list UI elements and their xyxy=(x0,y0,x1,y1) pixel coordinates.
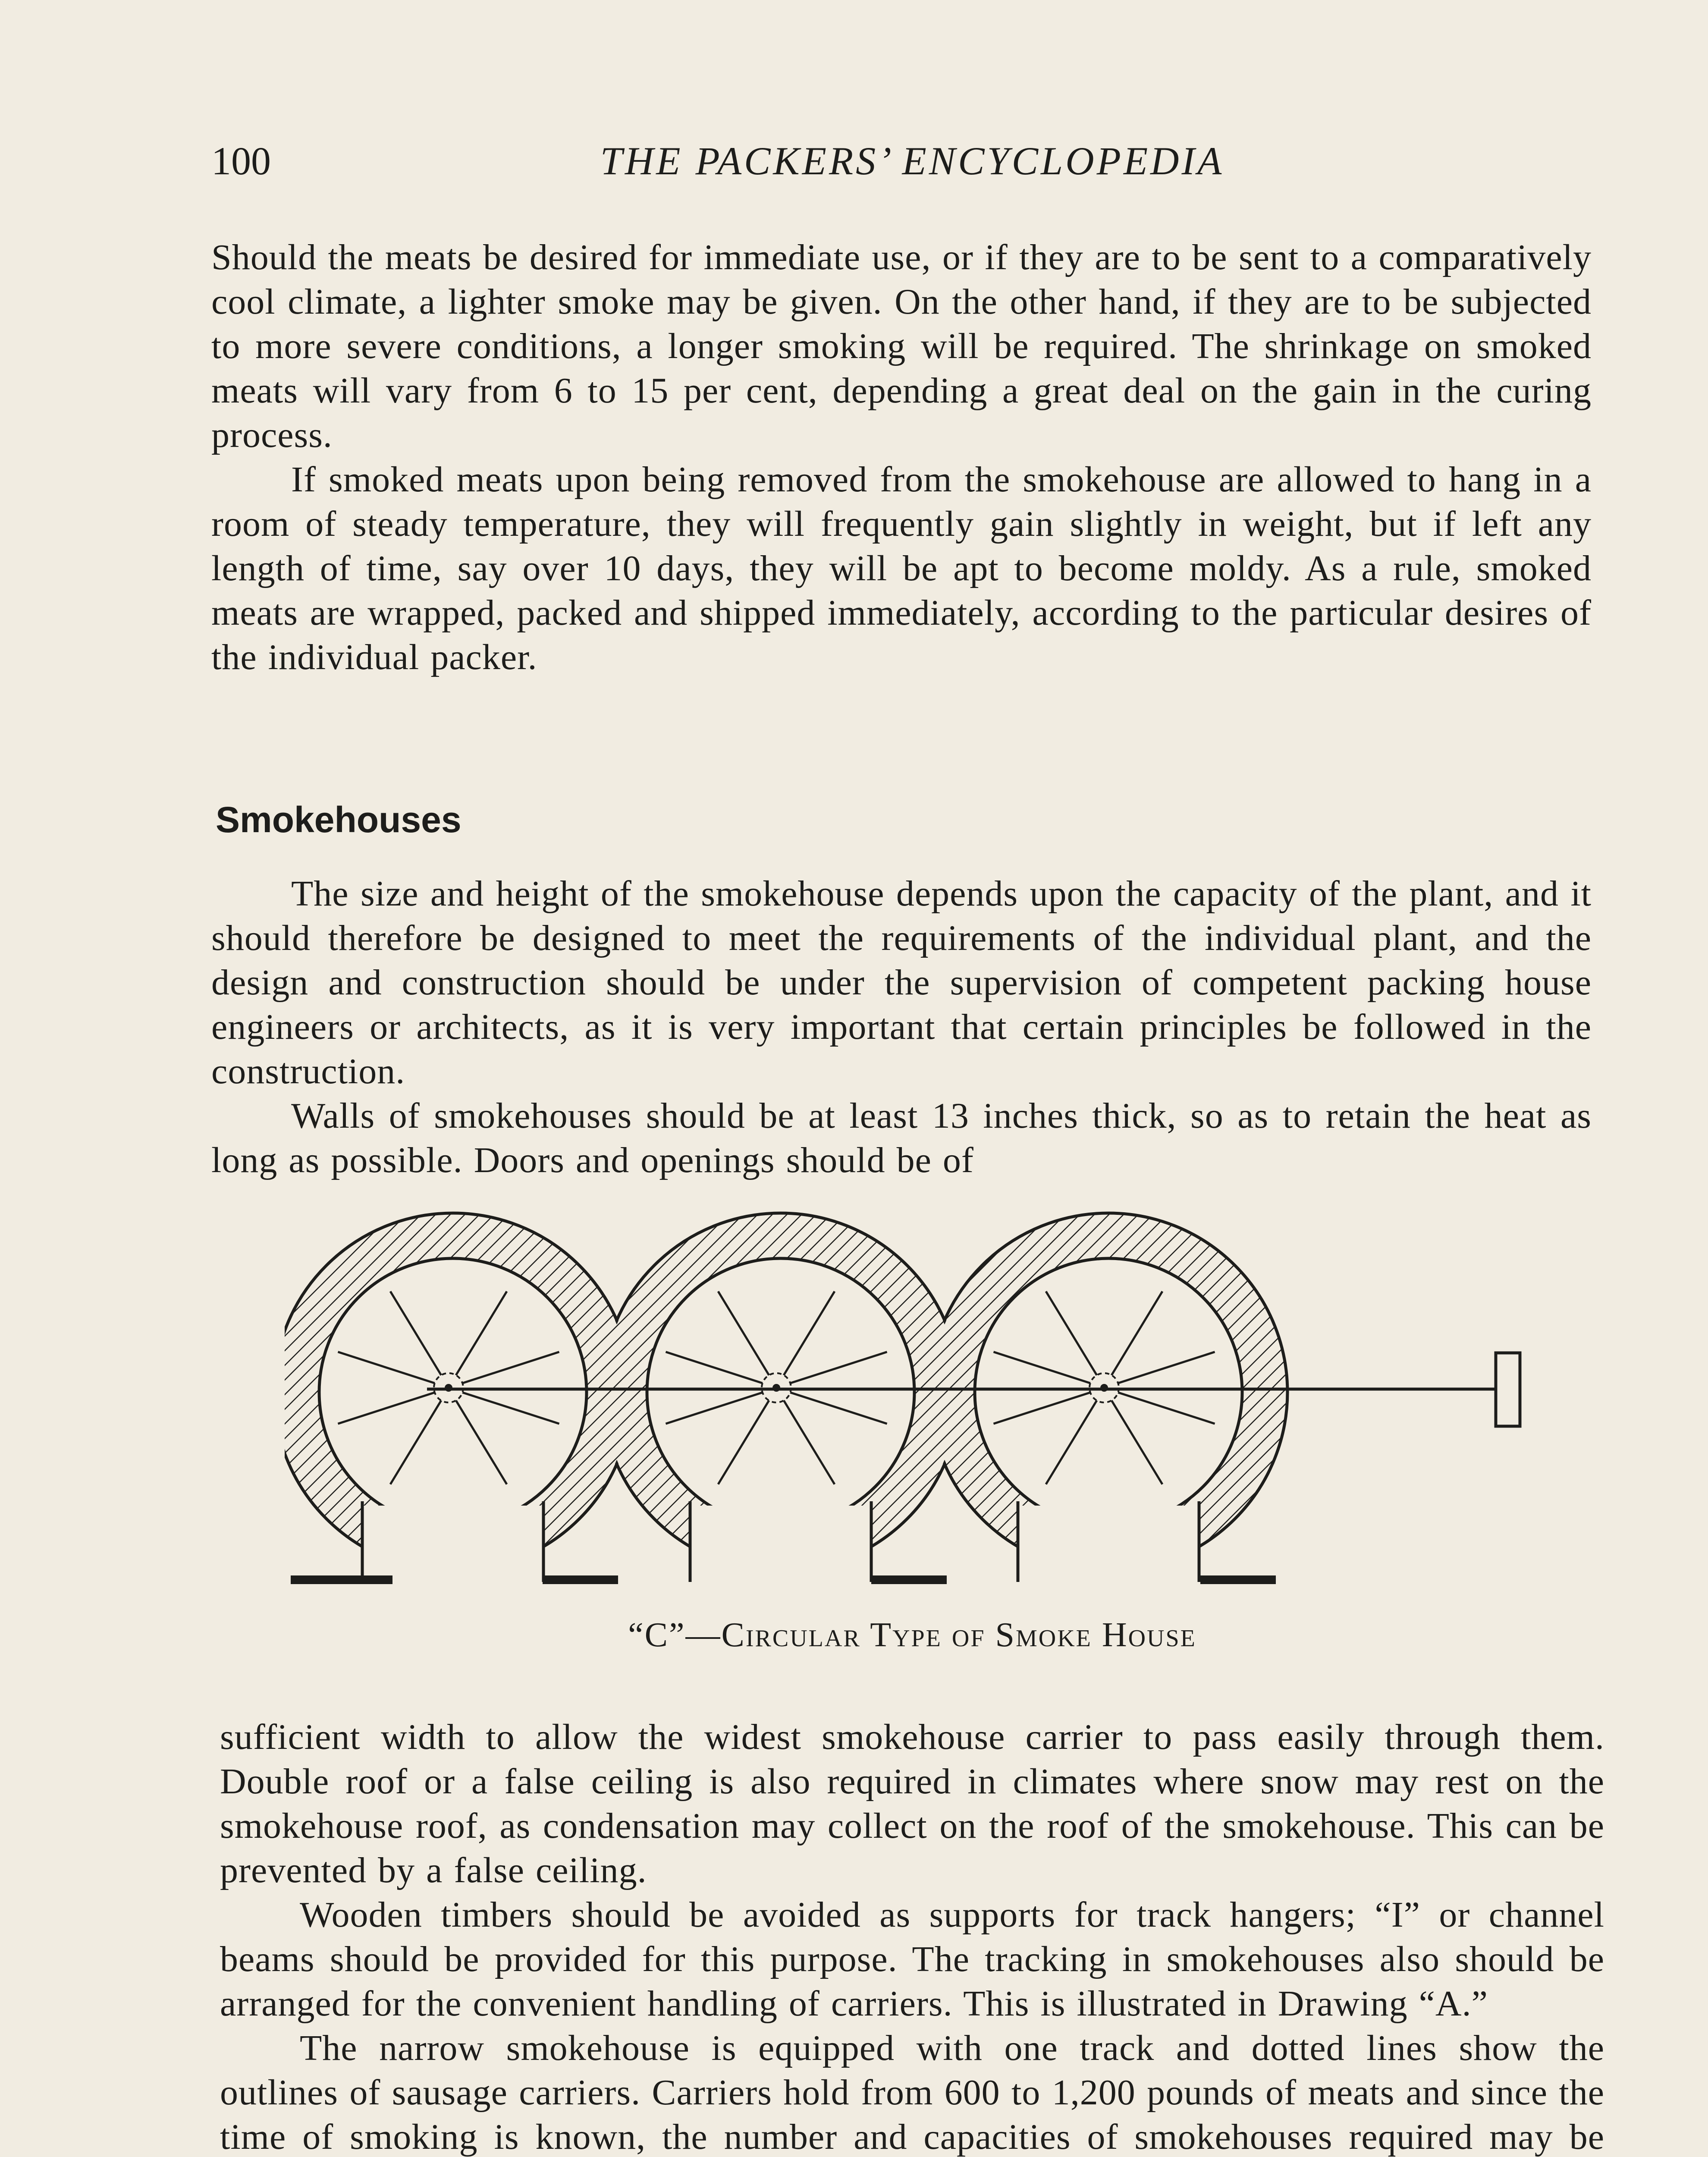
smokehouse-figure xyxy=(285,1204,1535,1613)
track-end-stop xyxy=(1496,1353,1520,1426)
wall-base xyxy=(543,1575,618,1584)
section-heading: Smokehouses xyxy=(216,799,462,840)
chamber-opening xyxy=(690,1506,871,1592)
paragraph: Should the meats be desired for immediate use, or if they are to be sent to a comparatively cool climate, a lighter smoke may be given. On the other hand, if they are to be subjected to more severe conditions, a longer smoking will be required. The shrinkage on smoked meats will vary from 6 to 15 per cent, depending a great deal on the gain in the curing process. xyxy=(211,237,1592,455)
paragraph: Walls of smokehouses should be at least 13 inches thick, so as to retain the heat as long as possible. Doors and openings should be of xyxy=(211,1096,1592,1180)
page-header xyxy=(211,137,1613,185)
paragraph: If smoked meats upon being removed from the smokehouse are allowed to hang in a room of steady temperature, they will frequently gain slightly in weight, but if left any length of time, say over 10 days, they will be apt to become moldy. As a rule, smoked meats are wrapped, packed and shipped immediately, according to the particular desires of the individual packer. xyxy=(211,459,1592,677)
wall-base xyxy=(1200,1575,1276,1584)
text-block-top xyxy=(211,235,1592,679)
wall-base xyxy=(291,1575,392,1584)
paragraph: sufficient width to allow the widest smokehouse carrier to pass easily through them. Double roof or a false ceiling is also required in climates where snow may rest on the smokehouse roof, as condensation may collect on the roof of the smokehouse. This can be prevented by a false ceiling. xyxy=(220,1717,1604,1890)
text-block-middle xyxy=(211,871,1592,1182)
paragraph: The size and height of the smokehouse depends upon the capacity of the plant, and it should therefore be designed to meet the requirements of the individual plant, and the design and construction should be under the supervision of competent packing house engineers or architects, as it is very important that certain principles be followed in the construction. xyxy=(211,874,1592,1091)
wall-base xyxy=(871,1575,947,1584)
text-block-bottom xyxy=(220,1715,1604,2157)
paragraph: The narrow smokehouse is equipped with one track and dotted lines show the outlines of sausage carriers. Carriers hold from 600 to 1,200 pounds of meats and since the time of smoking is known, the number and capacities of smokehouses required may be xyxy=(220,2028,1604,2157)
paragraph: Wooden timbers should be avoided as supports for track hangers; “I” or channel beams should be provided for this purpose. The tracking in smokehouses also should be arranged for the convenient handling of carriers. This is illustrated in Drawing “A.” xyxy=(220,1895,1604,2024)
circular-smokehouse-plan xyxy=(285,1204,1535,1613)
page-number: 100 xyxy=(211,139,271,183)
chamber-opening xyxy=(1018,1506,1199,1592)
running-title: THE PACKERS’ ENCYCLOPEDIA xyxy=(600,139,1224,183)
figure-caption: “C”—Circular Type of Smoke House xyxy=(628,1616,1196,1654)
